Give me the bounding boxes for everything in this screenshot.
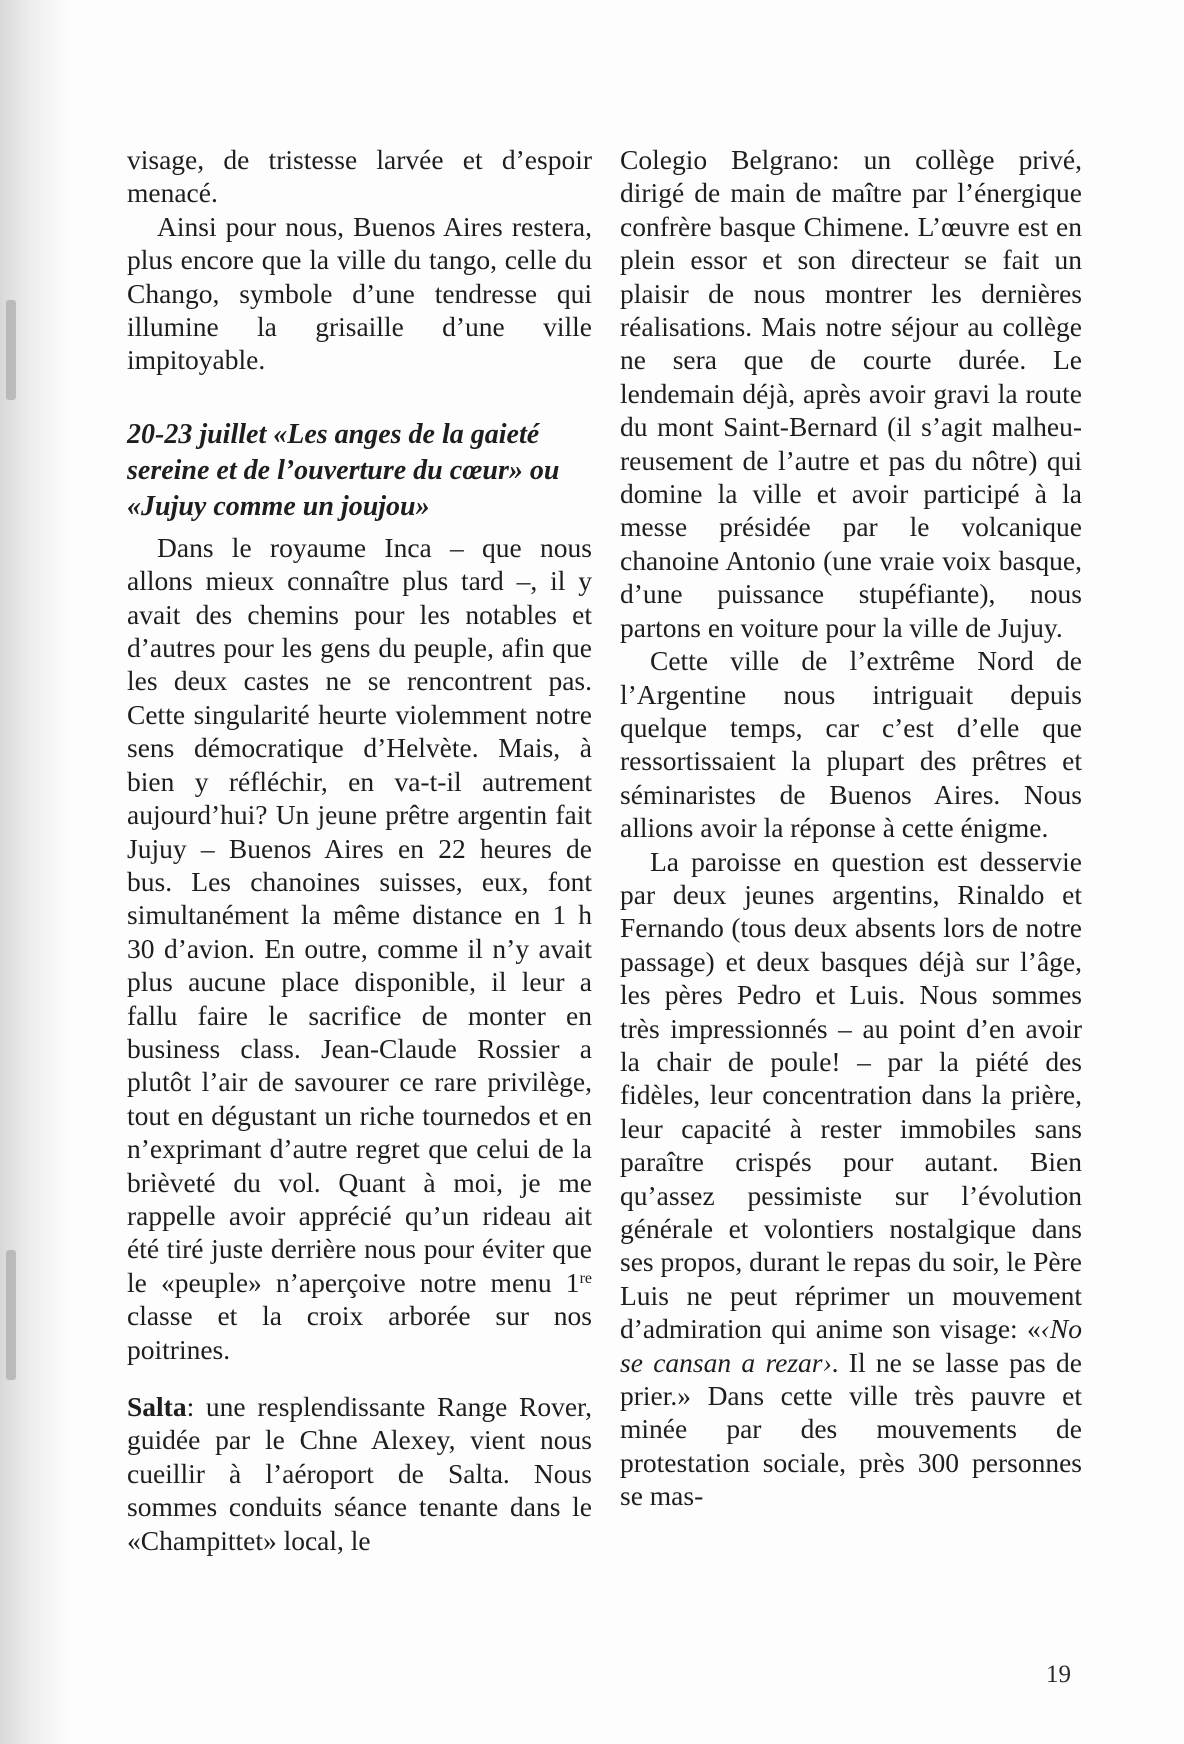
superscript: re xyxy=(579,1269,592,1287)
paragraph: Colegio Belgrano: un collège privé, dirigé de main de maître par l’énergique confrère basque Chimene. L’œuvre est en plein essor et son directeur se fait un plaisir de nous montrer les dernières réalisations. Mais notre séjour au collège ne sera que de courte durée. Le lendemain déjà, après avoir gravi la route du mont Saint-Bernard (il s’agit malheureusement de l’autre et pas du nôtre) qui domine la ville et avoir participé à la messe présidée par le volcanique chanoine Antonio (une vraie voix basque, d’une puissance stupéfiante), nous partons en voiture pour la ville de Jujuy. xyxy=(620,144,1082,643)
binding-mark xyxy=(6,1250,16,1380)
spacer xyxy=(127,377,592,417)
paragraph: Ainsi pour nous, Buenos Aires restera, plus encore que la ville du tango, celle du Chango, symbole d’une tendresse qui illumine la grisaille d’une ville impitoyable. xyxy=(127,210,592,376)
paragraph-text: La paroisse en question est desservie par deux jeunes argentins, Rinaldo et Fernando (tous deux absents lors de notre passage) et deux basques déjà sur l’âge, les pères Pedro et Luis. Nous sommes très impressionnés – au point d’en avoir la chair de poule! – par la piété des fidèles, leur concentration dans la prière, leur capacité à rester immobiles sans paraître crispés pour autant. Bien qu’assez pessimiste sur l’évolution générale et volontiers nostalgique dans ses propos, durant le repas du soir, le Père Luis ne peut réprimer un mouvement d’admiration qui anime son visage: « xyxy=(620,845,1082,1345)
binding-mark xyxy=(6,300,16,400)
paragraph-text: . Il ne se lasse pas de prier.» Dans cette ville très pauvre et minée par des mouvements de protestation sociale, près 300 personnes se mas- xyxy=(620,1346,1082,1512)
spacer xyxy=(127,1366,592,1390)
left-column xyxy=(127,143,592,1557)
paragraph: visage, de tristesse larvée et d’espoir menacé. xyxy=(127,144,592,209)
scan-edge-shadow xyxy=(0,0,70,1744)
paragraph-text: : une resplendissante Range Rover, guidée par le Chne Alexey, vient nous cueillir à l’aéroport de Salta. Nous sommes conduits séance tenante dans le «Champittet» local, le xyxy=(127,1391,592,1556)
paragraph-text: classe et la croix arborée sur nos poitrines. xyxy=(127,1300,592,1365)
paragraph xyxy=(127,1390,592,1557)
section-heading: 20-23 juillet «Les anges de la gaieté sereine et de l’ouverture du cœur» ou «Jujuy comme un joujou» xyxy=(127,418,560,522)
paragraph-text: Dans le royaume Inca – que nous allons mieux connaître plus tard –, il y avait des chemins pour les notables et d’autres pour les gens du peuple, afin que les deux castes ne se rencontrent pas. Cette singularité heurte violemment notre sens démocratique d’Helvète. Mais, à bien y réfléchir, en va-t-il autrement aujourd’hui? Un jeune prêtre argentin fait Jujuy – Buenos Aires en 22 heures de bus. Les chanoines suisses, eux, font simultanément la même distance en 1 h 30 d’avion. En outre, comme il n’y avait plus aucune place disponible, il leur a fallu faire le sacrifice de monter en business class. Jean-Claude Rossier a plutôt l’air de savourer ce rare privilège, tout en dégustant un riche tournedos et en n’exprimant d’autre regret que celui de la brièveté du vol. Quant à moi, je me rappelle avoir apprécié qu’un rideau ait été tiré juste derrière nous pour éviter que le «peuple» n’aperçoive notre menu 1 xyxy=(127,531,592,1298)
paragraph xyxy=(620,845,1082,1513)
spanish-quote: ‹No se cansan a rezar› xyxy=(620,1313,1082,1378)
page-number: 19 xyxy=(1046,1661,1071,1688)
place-label: Salta xyxy=(127,1391,187,1422)
paragraph: Cette ville de l’extrême Nord de l’Argentine nous intriguait depuis quelque temps, car c’est d’elle que ressortissaient la plupart des prêtres et séminaristes de Buenos Aires. Nous allions avoir la réponse à cette énigme. xyxy=(620,645,1082,844)
right-column xyxy=(620,143,1082,1513)
paragraph xyxy=(127,531,592,1366)
